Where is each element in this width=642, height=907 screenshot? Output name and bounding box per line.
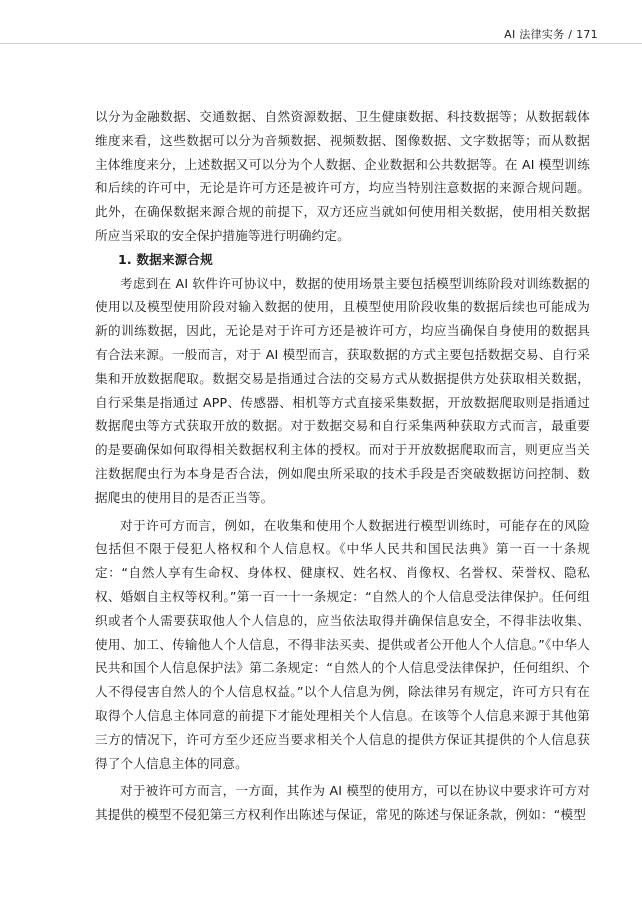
- paragraph-licensee-obligations: 对于被许可方而言，一方面，其作为 AI 模型的使用方，可以在协议中要求许可方对其提供的模型不侵犯第三方权利作出陈述与保证，常见的陈述与保证条款，例如：“模型: [95, 783, 590, 823]
- paragraph-continued: 以分为金融数据、交通数据、自然资源数据、卫生健康数据、科技数据等；从数据载体维度来看，这些数据可以分为音频数据、视频数据、图像数据、文字数据等；而从数据主体维度来分，上述数据又可以分为个人数据、企业数据和公共数据等。在 AI 模型训练和后续的许可中，无论是许可方还是被许可方，均应当特别注意数据的来源合规问题。此外，在确保数据来源合规的前提下，双方还应当就如何使用相关数据，使用相关数据所应当采取的安全保护措施等进行明确约定。: [95, 109, 590, 243]
- body-text: [95, 105, 590, 827]
- section-heading-data-source-compliance: 1. 数据来源合规: [118, 251, 213, 267]
- running-header: AI 法律实务 / 171: [504, 28, 598, 41]
- paragraph-licensor-obligations: 对于许可方而言，例如，在收集和使用个人数据进行模型训练时，可能存在的风险包括但不限于侵犯人格权和个人信息权。《中华人民共和国民法典》第一百一十条规定：“自然人享有生命权、身体权、健康权、姓名权、肖像权、名誉权、荣誉权、隐私权、婚姻自主权等权利。”第一百一十一条规定：“自然人的个人信息受法律保护。任何组织或者个人需要获取他人个人信息的，应当依法取得并确保信息安全，不得非法收集、使用、加工、传输他人个人信息，不得非法买卖、提供或者公开他人个人信息。”《中华人民共和国个人信息保护法》第二条规定：“自然人的个人信息受法律保护，任何组织、个人不得侵害自然人的个人信息权益。”以个人信息为例，除法律另有规定，许可方只有在取得个人信息主体同意的前提下才能处理相关个人信息。在该等个人信息来源于其他第三方的情况下，许可方至少还应当要求相关个人信息的提供方保证其提供的个人信息获得了个人信息主体的同意。: [95, 517, 590, 771]
- header-divider: [0, 43, 642, 44]
- paragraph-data-acquisition: 考虑到在 AI 软件许可协议中，数据的使用场景主要包括模型训练阶段对训练数据的使用以及模型使用阶段对输入数据的使用，且模型使用阶段收集的数据后续也可能成为新的训练数据，因此，无论是对于许可方还是被许可方，均应当确保自身使用的数据具有合法来源。一般而言，对于 AI 模型而言，获取数据的方式主要包括数据交易、自行采集和开放数据爬取。数据交易是指通过合法的交易方式从数据提供方处获取相关数据，自行采集是指通过 APP、传感器、相机等方式直接采集数据，开放数据爬取则是指通过数据爬虫等方式获取开放的数据。对于数据交易和自行采集两种获取方式而言，最重要的是要确保如何取得相关数据权利主体的授权。而对于开放数据爬取而言，则更应当关注数据爬虫行为本身是否合法，例如爬虫所采取的技术手段是否突破数据访问控制、数据爬虫的使用目的是否正当等。: [95, 275, 590, 505]
